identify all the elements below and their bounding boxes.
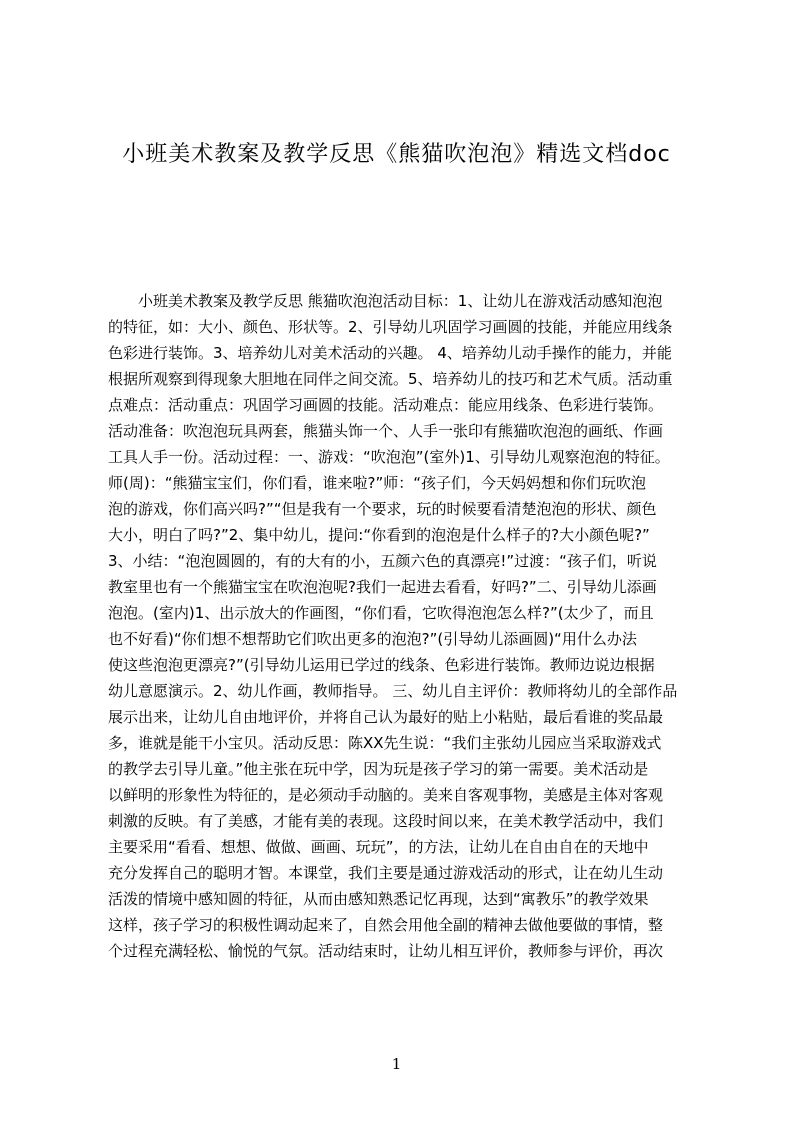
body-line: 个过程充满轻松、愉悦的气氛。活动结束时，让幼儿相互评价，教师参与评价，再次 <box>108 942 664 960</box>
body-line: 3、小结：“泡泡圆圆的，有的大有的小，五颜六色的真漂亮!”过渡：“孩子们，听说 <box>108 552 657 570</box>
body-line: 色彩进行装饰。3、培养幼儿对美术活动的兴趣。 4、培养幼儿动手操作的能力，并能 <box>108 344 672 362</box>
body-line: 这样，孩子学习的积极性调动起来了，自然会用他全副的精神去做他要做的事情，整 <box>108 916 664 934</box>
body-line: 师(周)：“熊猫宝宝们，你们看，谁来啦?”师：“孩子们，今天妈妈想和你们玩吹泡 <box>108 474 646 492</box>
body-line: 点难点：活动重点：巩固学习画圆的技能。活动难点：能应用线条、色彩进行装饰。 <box>108 396 664 414</box>
body-line: 活动准备：吹泡泡玩具两套，熊猫头饰一个、人手一张印有熊猫吹泡泡的画纸、作画 <box>108 422 664 440</box>
body-line: 使这些泡泡更漂亮?”(引导幼儿运用已学过的线条、色彩进行装饰。教师边说边根据 <box>108 656 655 674</box>
body-line: 的教学去引导儿童。”他主张在玩中学，因为玩是孩子学习的第一需要。美术活动是 <box>108 760 649 778</box>
body-line: 展示出来，让幼儿自由地评价，并将自己认为最好的贴上小粘贴，最后看谁的奖品最 <box>108 708 664 726</box>
body-line: 根据所观察到得现象大胆地在同伴之间交流。5、培养幼儿的技巧和艺术气质。活动重 <box>108 370 673 388</box>
document-title: 小班美术教案及教学反思《熊猫吹泡泡》精选文档doc <box>122 142 671 167</box>
body-line: 大小，明白了吗?”2、集中幼儿，提问:“你看到的泡泡是什么样子的?大小颜色呢?” <box>108 526 650 544</box>
body-line: 充分发挥自己的聪明才智。本课堂，我们主要是通过游戏活动的形式，让在幼儿生动 <box>108 864 664 882</box>
body-line: 的特征，如：大小、颜色、形状等。2、引导幼儿巩固学习画圆的技能，并能应用线条 <box>108 318 673 336</box>
body-line: 主要采用“看看、想想、做做、画画、玩玩”，的方法，让幼儿在自由自在的天地中 <box>108 838 649 856</box>
body-line: 工具人手一份。活动过程：一、游戏：“吹泡泡”(室外)1、引导幼儿观察泡泡的特征。 <box>108 448 670 466</box>
body-line: 教室里也有一个熊猫宝宝在吹泡泡呢?我们一起进去看看，好吗?”二、引导幼儿添画 <box>108 578 657 596</box>
body-line: 幼儿意愿演示。2、幼儿作画，教师指导。 三、幼儿自主评价：教师将幼儿的全部作品 <box>108 682 678 700</box>
body-line: 也不好看)“你们想不想帮助它们吹出更多的泡泡?”(引导幼儿添画圆)“用什么办法 <box>108 630 637 648</box>
body-line: 刺激的反映。有了美感，才能有美的表现。这段时间以来，在美术教学活动中，我们 <box>108 812 664 830</box>
body-line: 以鲜明的形象性为特征的，是必须动手动脑的。美来自客观事物，美感是主体对客观 <box>108 786 664 804</box>
body-line: 泡的游戏，你们高兴吗?”“但是我有一个要求，玩的时候要看清楚泡泡的形状、颜色 <box>108 500 657 518</box>
body-line: 泡泡。(室内)1、出示放大的作画图，“你们看，它吹得泡泡怎么样?”(太少了，而且 <box>108 604 654 622</box>
body-line: 多，谁就是能干小宝贝。活动反思：陈XX先生说：“我们主张幼儿园应当采取游戏式 <box>108 734 662 752</box>
body-line: 活泼的情境中感知圆的特征，从而由感知熟悉记忆再现，达到“寓教乐”的教学效果 <box>108 890 649 908</box>
page-number: 1 <box>391 1055 402 1073</box>
body-line: 小班美术教案及教学反思 熊猫吹泡泡活动目标：1、让幼儿在游戏活动感知泡泡 <box>138 292 663 310</box>
document-body <box>108 288 698 964</box>
